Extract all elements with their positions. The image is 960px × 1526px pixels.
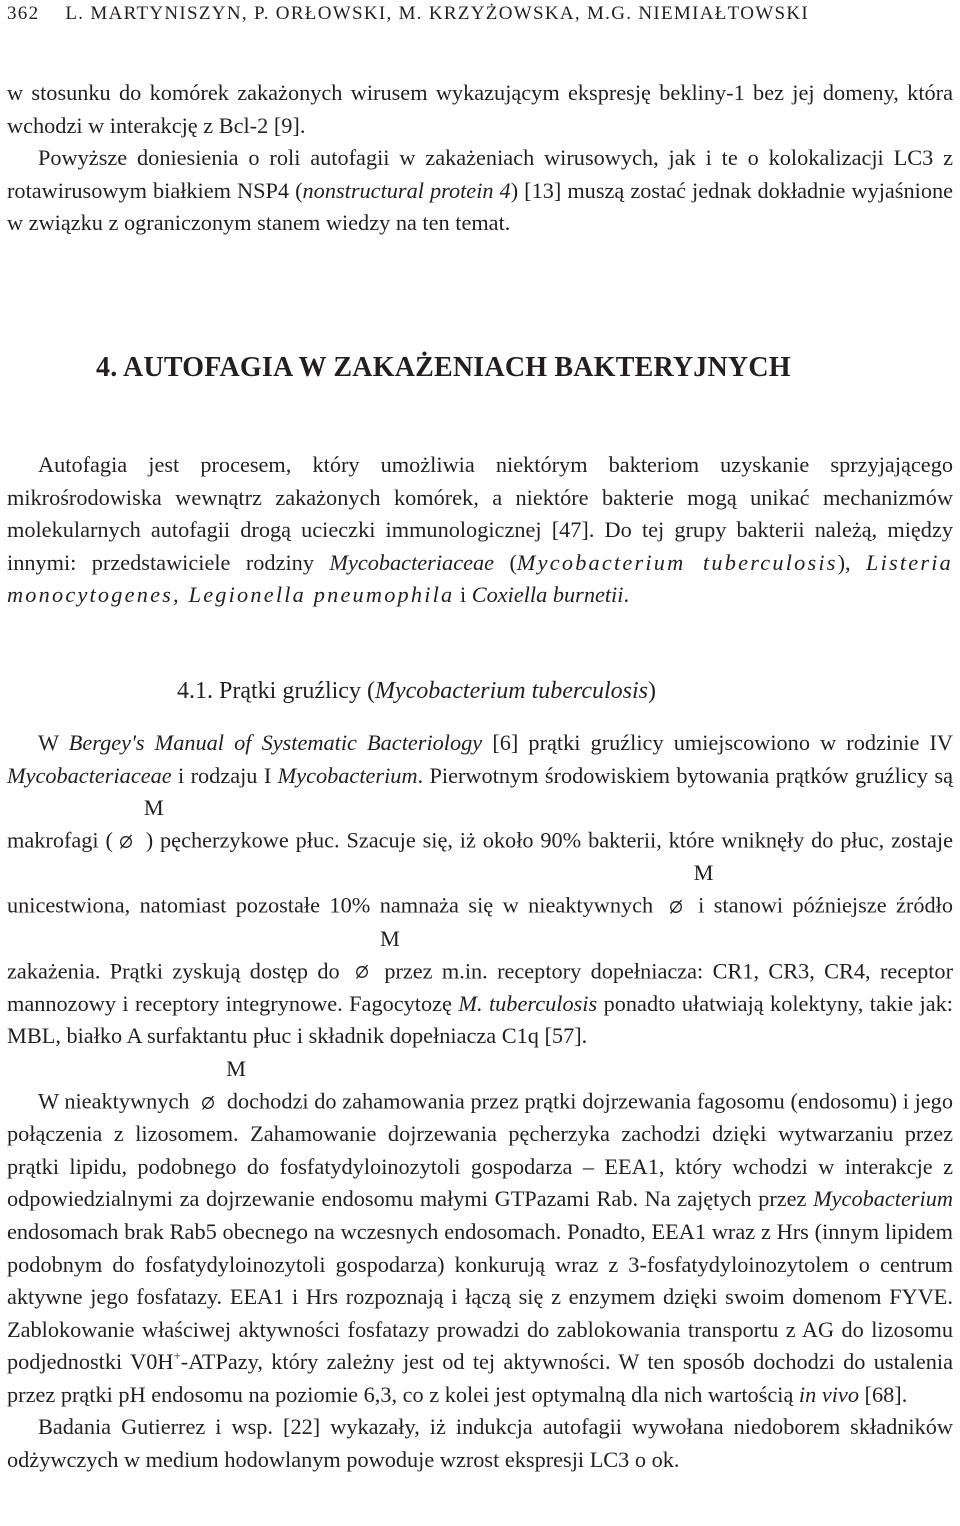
paragraph: Powyższe doniesienia o roli autofagii w zakażeniach wirusowych, jak i te o kolokalizacji LC3 z rotawirusowym białkiem NSP4 (nonstructural protein 4) [13] muszą zostać jednak dokładnie wyjaśnione w związku z ograniczonym stanem wiedzy na ten temat. [7, 145, 954, 236]
macrophage-symbol: M [113, 792, 139, 857]
macrophage-symbol: M [195, 1053, 221, 1118]
empty-set-icon [119, 832, 133, 850]
empty-set-icon [355, 962, 369, 980]
paragraph: W Bergey's Manual of Systematic Bacteriology [6] prątki gruźlicy umiejscowiono w rodzinie IV Mycobacteriaceae i rodzaju I Mycobacterium. Pierwotnym środowiskiem bytowania prątków gruźlicy są makrofagi (M ) pęcherzykowe płuc. Szacuje się, iż około 90% bakterii, które wniknęły do płuc, zostaje unicestwiona, natomiast pozostałe 10% namnaża się w nieaktywnych M i stanowi późniejsze źródło zakażenia. Prątki zyskują dostęp do M przez m.in. receptory dopełniacza: CR1, CR3, CR4, receptor mannozowy i receptory integrynowe. Fagocytozę M. tuberculosis ponadto ułatwiają kolektyny, takie jak: MBL, białko A surfaktantu płuc i składnik dopełniacza C1q [57]. [7, 730, 953, 1049]
paragraph: w stosunku do komórek zakażonych wirusem wykazującym ekspresję bekliny-1 bez jej domeny, która wchodzi w interakcję z Bcl-2 [9]. [7, 80, 953, 138]
continued-text [7, 77, 953, 240]
subsection-heading: 4.1. Prątki gruźlicy (Mycobacterium tuberculosis) [177, 678, 656, 704]
section-4-1-text [7, 727, 953, 1477]
page-number: 362 [7, 3, 40, 24]
empty-set-icon [201, 1093, 215, 1111]
paragraph: W nieaktywnych M dochodzi do zahamowania przez prątki dojrzewania fagosomu (endosomu) i jego połączenia z lizosomem. Zahamowanie dojrzewania pęcherzyka zachodzi dzięki wytwarzaniu przez prątki lipidu, podobnego do fosfatydyloinozytoli gospodarza – EEA1, który wchodzi w interakcje z odpowiedzialnymi za dojrzewanie endosomu małymi GTPazami Rab. Na zajętych przez Mycobacterium endosomach brak Rab5 obecnego na wczesnych endosomach. Ponadto, EEA1 wraz z Hrs (innym lipidem podobnym do fosfatydyloinozytoli gospodarza) konkurują wraz z 3-fosfatydyloinozytolem o centrum aktywne jego fosfatazy. EEA1 i Hrs rozpoznają i łączą się z enzymem dzięki swoim domenom FYVE. Zablokowanie właściwej aktywności fosfatazy prowadzi do zablokowania transportu z AG do lizosomu podjednostki V0H+-ATPazy, który zależny jest od tej aktywności. W ten sposób dochodzi do ustalenia przez prątki pH endosomu na poziomie 6,3, co z kolei jest optymalną dla nich wartością in vivo [68]. [7, 1053, 953, 1412]
section-heading: 4. AUTOFAGIA W ZAKAŻENIACH BAKTERYJNYCH [96, 352, 791, 383]
header-authors: L. MARTYNISZYN, P. ORŁOWSKI, M. KRZYŻOWSKA, M.G. NIEMIAŁTOWSKI [65, 3, 809, 24]
empty-set-icon [669, 897, 683, 915]
paragraph: Badania Gutierrez i wsp. [22] wykazały, iż indukcja autofagii wywołana niedoborem składników odżywczych w medium hodowlanym powoduje wzrost ekspresji LC3 o ok. [7, 1414, 953, 1473]
macrophage-symbol: M [349, 923, 375, 988]
running-header [7, 3, 953, 25]
paragraph: Autofagia jest procesem, który umożliwia niektórym bakteriom uzyskanie sprzyjającego mikrośrodowiska wewnątrz zakażonych komórek, a niektóre bakterie mogą unikać mechanizmów molekularnych autofagii drogą ucieczki immunologicznej [47]. Do tej grupy bakterii należą, między innymi: przedstawiciele rodziny Mycobacteriaceae (Mycobacterium tuberculosis), Listeria monocytogenes, Legionella pneumophila i Coxiella burnetii. [7, 452, 954, 608]
section-4-text [7, 449, 953, 612]
macrophage-symbol: M [663, 857, 689, 922]
